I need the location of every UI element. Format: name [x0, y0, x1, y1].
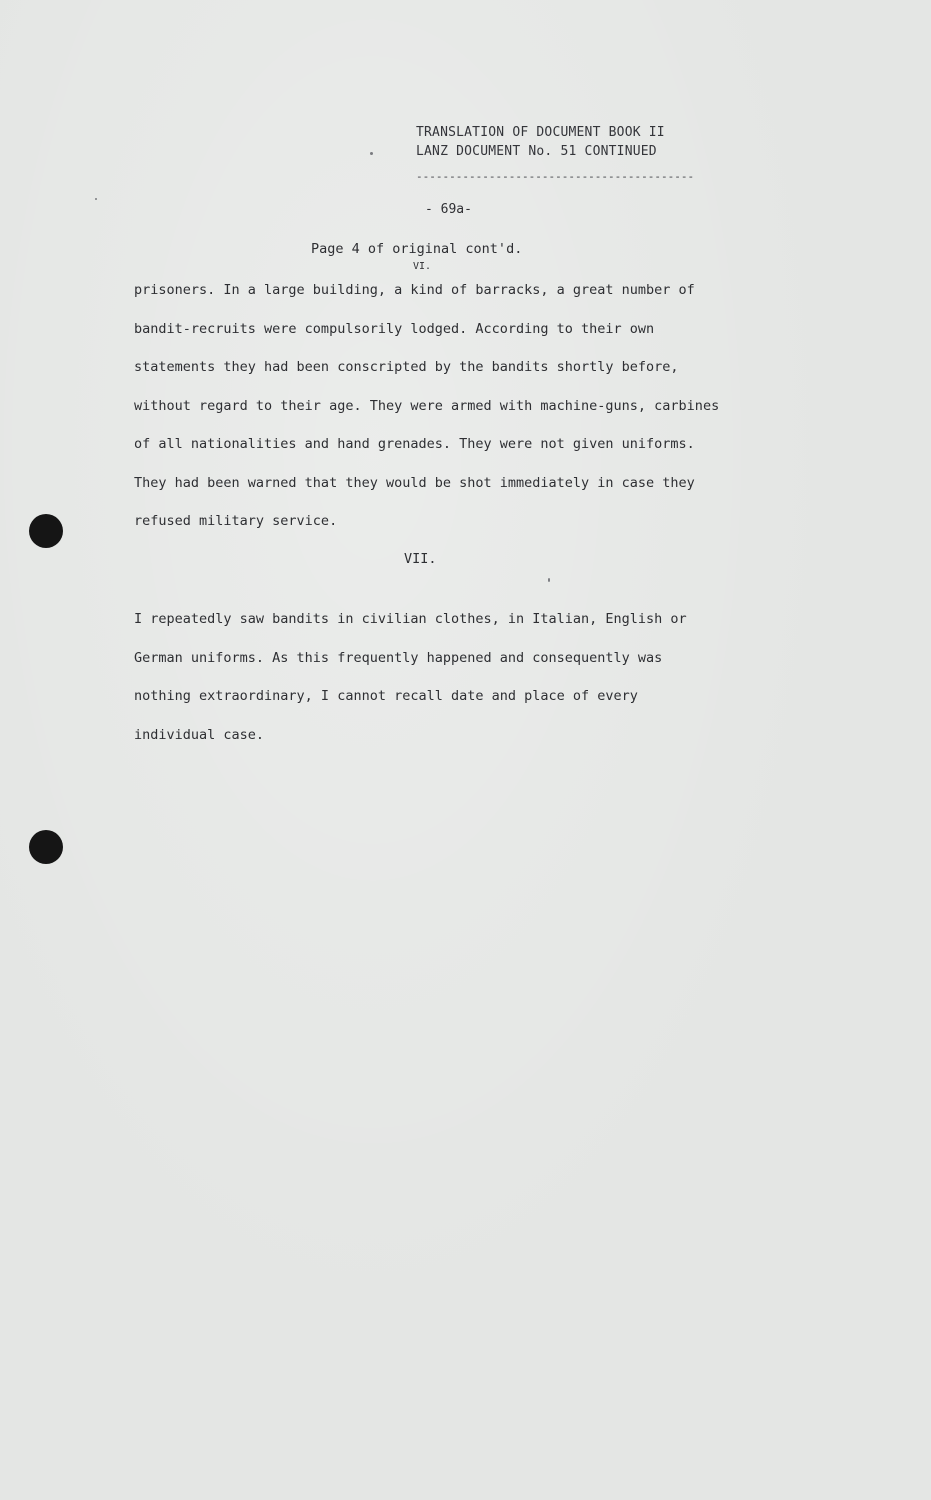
- text-line: of all nationalities and hand grenades. They were not given uniforms.: [134, 436, 695, 452]
- paper-speck: [548, 578, 550, 582]
- section-heading-vi: VI.: [413, 261, 432, 272]
- text-line: statements they had been conscripted by the bandits shortly before,: [134, 359, 679, 375]
- paragraph-vii: [134, 600, 687, 754]
- header-title: TRANSLATION OF DOCUMENT BOOK II: [416, 125, 665, 140]
- paper-speck: [95, 198, 97, 200]
- text-line: I repeatedly saw bandits in civilian clothes, in Italian, English or: [134, 611, 687, 627]
- text-line: bandit-recruits were compulsorily lodged. According to their own: [134, 320, 655, 337]
- page-reference: Page 4 of original cont'd.: [311, 241, 523, 257]
- text-line: They had been warned that they would be shot immediately in case they: [134, 474, 695, 491]
- text-line: prisoners. In a large building, a kind of barracks, a great number of: [134, 282, 695, 298]
- section-heading-vii: VII.: [404, 551, 437, 567]
- paper-speck: [370, 152, 373, 155]
- punch-hole-lower: [29, 830, 63, 864]
- document-header: [416, 123, 665, 161]
- text-line: nothing extraordinary, I cannot recall date and place of every: [134, 688, 638, 704]
- page-number: - 69a-: [425, 202, 472, 217]
- text-line: individual case.: [134, 726, 265, 743]
- paragraph-vi: [134, 271, 719, 541]
- punch-hole-upper: [29, 514, 63, 548]
- text-line: German uniforms. As this frequently happened and consequently was: [134, 649, 663, 666]
- text-line: without regard to their age. They were armed with machine-guns, carbines: [134, 397, 720, 414]
- header-subtitle: LANZ DOCUMENT No. 51 CONTINUED: [416, 144, 657, 159]
- header-rule: ------------------------------------------: [416, 170, 695, 183]
- text-line: refused military service.: [134, 513, 338, 529]
